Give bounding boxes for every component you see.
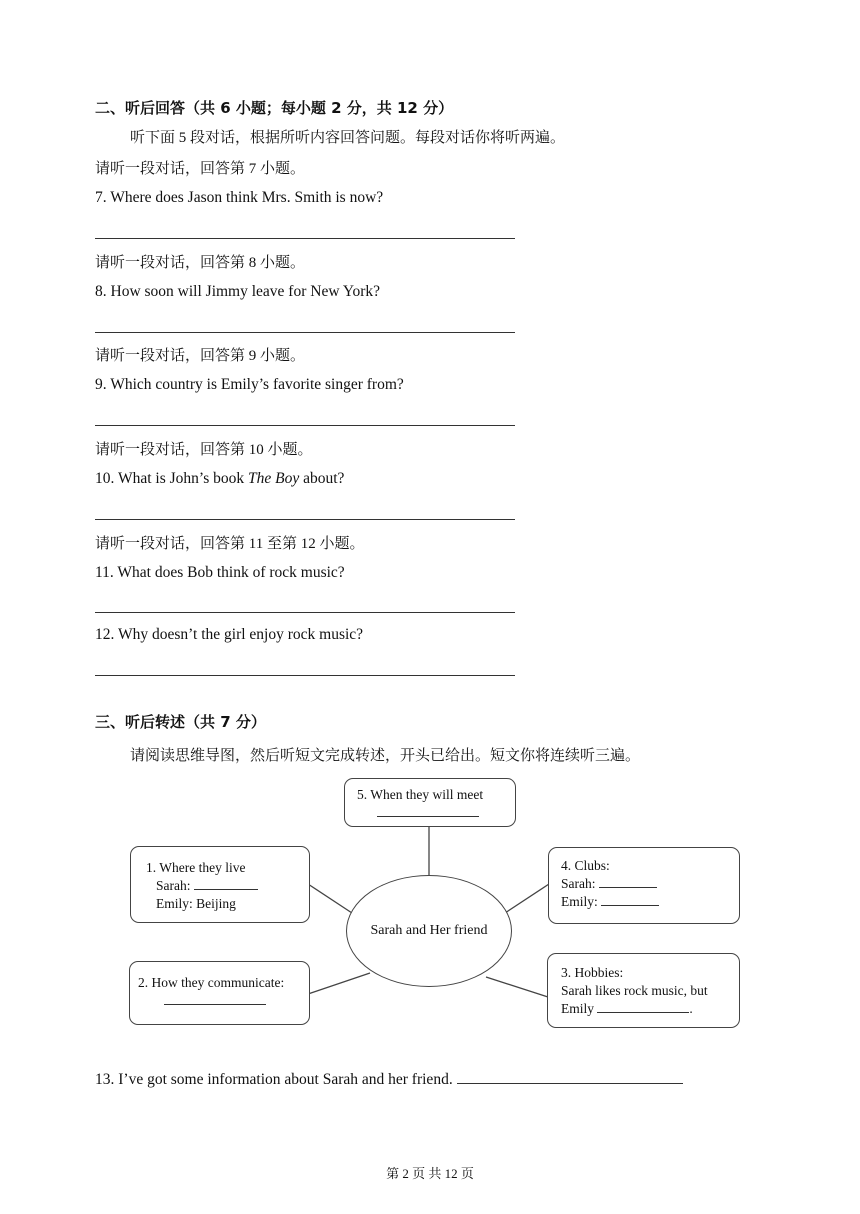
box4-sarah-blank[interactable] <box>599 875 657 888</box>
mindmap-center: Sarah and Her friend <box>346 875 512 987</box>
question-13 <box>95 1069 683 1089</box>
box3-blank[interactable] <box>597 1000 689 1013</box>
mindmap-box-clubs <box>548 847 740 924</box>
section2-title: 二、听后回答（共 6 小题；每小题 2 分，共 12 分） <box>95 99 454 117</box>
page-footer: 第 2 页 共 12 页 <box>386 1166 474 1181</box>
connector-box3 <box>486 977 548 997</box>
prompt-q10: 请听一段对话，回答第 10 小题。 <box>95 442 313 458</box>
box3-sarah: Sarah likes rock music, but <box>561 983 708 998</box>
box3-period: . <box>689 1001 693 1016</box>
box2-blank[interactable] <box>164 992 266 1005</box>
question-7: 7. Where does Jason think Mrs. Smith is now? <box>95 189 384 206</box>
mindmap-box-live <box>130 846 310 923</box>
box4-emily-blank[interactable] <box>601 893 659 906</box>
box5-blank[interactable] <box>377 804 479 817</box>
box4-title: 4. Clubs: <box>561 858 610 873</box>
connector-box2 <box>308 973 370 994</box>
box3-emily-label: Emily <box>561 1001 594 1016</box>
question-10-suffix: about? <box>299 470 345 487</box>
prompt-q7: 请听一段对话，回答第 7 小题。 <box>95 161 306 177</box>
section3-title: 三、听后转述（共 7 分） <box>95 713 266 731</box>
prompt-q9: 请听一段对话，回答第 9 小题。 <box>95 348 306 364</box>
question-12: 12. Why doesn’t the girl enjoy rock music? <box>95 626 364 643</box>
box4-emily-label: Emily: <box>561 894 598 909</box>
mindmap-box-meet <box>344 778 516 827</box>
prompt-q11-12: 请听一段对话，回答第 11 至第 12 小题。 <box>95 536 365 552</box>
question-10-prefix: 10. What is John’s book <box>95 470 248 487</box>
connector-box4 <box>505 884 549 913</box>
prompt-q8: 请听一段对话，回答第 8 小题。 <box>95 255 306 271</box>
box5-title: 5. When they will meet <box>357 787 484 802</box>
question-13-text: 13. I’ve got some information about Sarah and her friend. <box>95 1071 453 1088</box>
book-title: The Boy <box>248 470 300 487</box>
box1-emily: Emily: Beijing <box>156 896 236 911</box>
answer-line-q13[interactable] <box>457 1069 683 1084</box>
connector-box1 <box>308 884 352 913</box>
box4-sarah-label: Sarah: <box>561 876 596 891</box>
question-9: 9. Which country is Emily’s favorite singer from? <box>95 376 404 393</box>
box1-blank[interactable] <box>194 877 258 890</box>
box3-title: 3. Hobbies: <box>561 965 624 980</box>
section2-instruction: 听下面 5 段对话，根据所听内容回答问题。每段对话你将听两遍。 <box>130 130 566 146</box>
question-8: 8. How soon will Jimmy leave for New York? <box>95 283 381 300</box>
section3-instruction: 请阅读思维导图，然后听短文完成转述，开头已给出。短文你将连续听三遍。 <box>130 748 641 764</box>
box2-title: 2. How they communicate: <box>138 975 285 990</box>
mindmap-box-hobbies <box>547 953 740 1028</box>
box1-sarah-label: Sarah: <box>156 878 191 893</box>
mindmap-box-communicate <box>129 961 310 1025</box>
box1-title: 1. Where they live <box>146 860 246 875</box>
question-11: 11. What does Bob think of rock music? <box>95 564 345 581</box>
